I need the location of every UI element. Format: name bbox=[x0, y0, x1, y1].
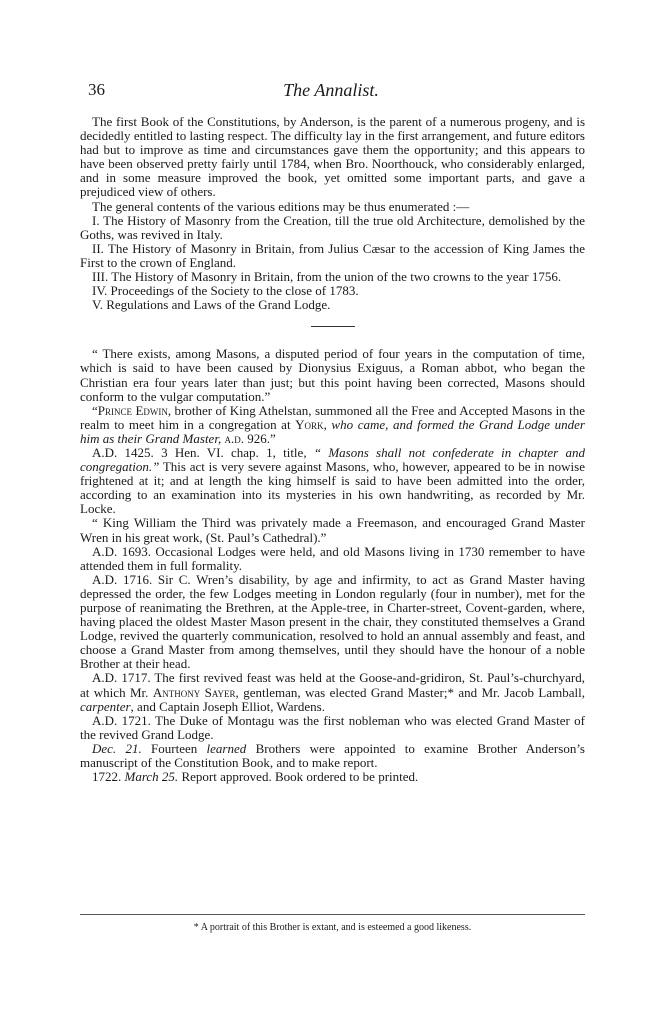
page-body bbox=[80, 115, 585, 784]
paragraph: A.D. 1721. The Duke of Montagu was the first nobleman who was elected Grand Master of the revived Grand Lodge. bbox=[80, 712, 585, 742]
paragraph: “ There exists, among Masons, a disputed period of four years in the computation of time, which is said to have been caused by Dionysius Exiguus, a Roman abbot, who began the Christian era four years later than just; but this point having been corrected, Masons should conform to the vulgar computation.” bbox=[80, 346, 585, 404]
paragraph: A.D. 1716. Sir C. Wren’s disability, by age and infirmity, to act as Grand Master having depressed the order, the few Lodges meeting in London regularly (four in number), met for the purpose of reanimating the Brethren, at the Apple-tree, in Charter-street, Covent-garden, where, having placed the oldest Master Mason present in the chair, they constituted themselves a Grand Lodge, revived the quarterly communication, resolved to hold an annual assembly and feast, and choose a Grand Master from among themselves, until they should have the honour of a noble Brother at their head. bbox=[80, 571, 585, 672]
list-item: IV. Proceedings of the Society to the close of 1783. bbox=[92, 283, 359, 299]
york: York bbox=[295, 416, 324, 432]
paragraph: “ King William the Third was privately made a Freemason, and encouraged Grand Master Wren in his great work, (St. Paul’s Cathedral).” bbox=[80, 515, 585, 545]
act-title: “ Masons shall not confederate in chapter and congregation.” bbox=[80, 444, 585, 475]
paragraph: A.D. 1693. Occasional Lodges were held, and old Masons living in 1730 remember to have attended them in full formality. bbox=[80, 543, 585, 573]
section-divider bbox=[311, 326, 355, 327]
paragraph: 1722. March 25. Report approved. Book ordered to be printed. bbox=[92, 769, 419, 785]
list-item: I. The History of Masonry from the Creation, till the true old Architecture, demolished by the Goths, was revived in Italy. bbox=[80, 212, 585, 242]
paragraph: “Prince Edwin, brother of King Athelstan, summoned all the Free and Accepted Masons in the realm to meet him in a congregation at York, who came, and formed the Grand Lodge under him as their Grand Master, a.d. 926.” bbox=[80, 402, 585, 446]
footnote: * A portrait of this Brother is extant, and is esteemed a good likeness. bbox=[193, 922, 472, 933]
page-header bbox=[88, 80, 574, 104]
annals-section bbox=[80, 347, 585, 784]
list-item: V. Regulations and Laws of the Grand Lodge. bbox=[92, 297, 331, 313]
list-item: III. The History of Masonry in Britain, from the union of the two crowns to the year 1756. bbox=[92, 269, 562, 285]
list-item: II. The History of Masonry in Britain, from Julius Cæsar to the accession of King James the First to the crown of England. bbox=[80, 240, 585, 270]
contents-list bbox=[80, 214, 585, 313]
paragraph: A.D. 1425. 3 Hen. VI. chap. 1, title, “ Masons shall not confederate in chapter and congregation.” This act is very severe against Masons, who, however, appeared to be in nowise frightened at it; and at length the king himself is said to have been admitted into the order, according to an examination into its mysteries in his own handwriting, as recorded by Mr. Locke. bbox=[80, 444, 585, 517]
paragraph: The general contents of the various editions may be thus enumerated :— bbox=[92, 198, 470, 214]
page-number: 36 bbox=[88, 80, 105, 99]
prince-edwin: Prince Edwin bbox=[97, 402, 168, 418]
paragraph: Dec. 21. Fourteen learned Brothers were appointed to examine Brother Anderson’s manuscript of the Constitution Book, and to make report. bbox=[80, 740, 585, 771]
running-title: The Annalist. bbox=[283, 80, 379, 100]
footnote-rule bbox=[80, 914, 585, 915]
paragraph: A.D. 1717. The first revived feast was held at the Goose-and-gridiron, St. Paul’s-churchyard, at which Mr. Anthony Sayer, gentleman, was elected Grand Master;* and Mr. Jacob Lamball, carpenter, and Captain Joseph Elliot, Wardens. bbox=[80, 670, 585, 714]
paragraph: The first Book of the Constitutions, by Anderson, is the parent of a numerous progeny, and is decidedly entitled to lasting respect. The difficulty lay in the first arrangement, and future editors had but to improve as time and circumstances gave them the opportunity; and this appears to have been observed pretty fairly until 1784, when Bro. Noorthouck, who considerably enlarged, and in some measure improved the book, yet omitted some important parts, and gave a prejudiced view of others. bbox=[80, 114, 585, 200]
anthony-sayer: Anthony Sayer bbox=[152, 684, 236, 700]
